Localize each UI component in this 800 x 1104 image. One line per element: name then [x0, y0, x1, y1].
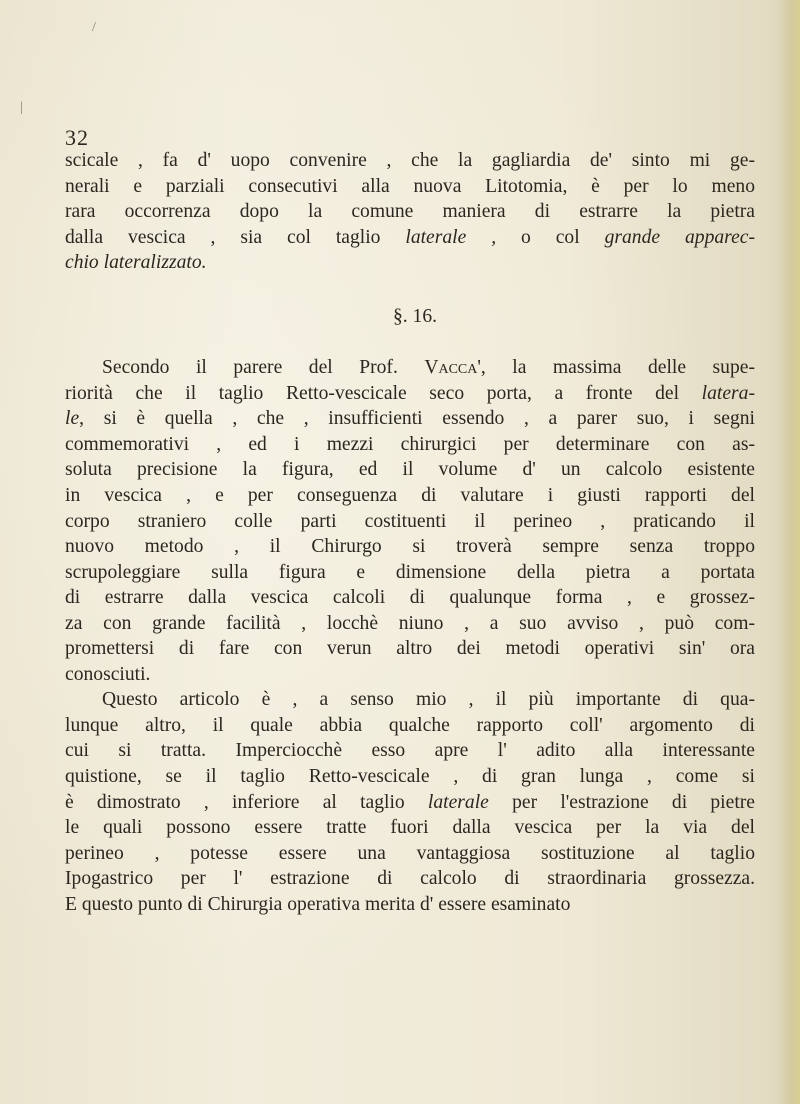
italic-text: grande apparec- — [604, 226, 755, 248]
text-line — [65, 509, 755, 535]
body-text — [65, 148, 755, 917]
text-run: soluta precisione la figura, ed il volume d' un calcolo esistente — [65, 459, 755, 481]
text-run: le quali possono essere tratte fuori dalla vescica per la via del — [65, 817, 755, 839]
text-line — [65, 225, 755, 251]
text-line — [65, 174, 755, 200]
page-number: 32 — [65, 125, 89, 150]
text-line — [65, 534, 755, 560]
pencil-mark-icon: / — [92, 20, 96, 35]
text-line — [65, 483, 755, 509]
text-run: , la massima delle supe- — [480, 357, 755, 379]
page-edge-shadow — [778, 0, 800, 1104]
text-run: Questo articolo è , a senso mio , il più importante di qua- — [102, 689, 755, 711]
text-run: Ipogastrico per l' estrazione di calcolo di straordinaria grossezza. — [65, 868, 755, 890]
text-run: perineo , potesse essere una vantaggiosa sostituzione al taglio — [65, 842, 755, 864]
text-run: lunque altro, il quale abbia qualche rapporto coll' argomento di — [65, 714, 755, 736]
text-line — [65, 148, 755, 174]
text-run: , si è quella , che , insufficienti essendo , a parer suo, i segni — [79, 408, 755, 430]
text-run: è dimostrato , inferiore al taglio — [65, 791, 428, 813]
text-line — [65, 611, 755, 637]
text-line — [65, 381, 755, 407]
text-run: nerali e parziali consecutivi alla nuova Litotomia, è per lo meno — [65, 175, 755, 197]
text-run: di estrarre dalla vescica calcoli di qualunque forma , e grossez- — [65, 587, 755, 609]
text-run: rara occorrenza dopo la comune maniera di estrarre la pietra — [65, 201, 755, 223]
text-line — [65, 815, 755, 841]
paragraph-1 — [65, 148, 755, 276]
text-line — [65, 432, 755, 458]
text-line — [65, 866, 755, 892]
italic-text: chio lateralizzato. — [65, 252, 207, 274]
text-run: corpo straniero colle parti costituenti il perineo , praticando il — [65, 510, 755, 532]
text-line — [65, 713, 755, 739]
text-run: o col — [496, 226, 605, 248]
text-line — [65, 406, 755, 432]
text-line — [65, 560, 755, 586]
text-line — [65, 199, 755, 225]
text-run: conosciuti. — [65, 663, 151, 685]
text-line — [65, 250, 755, 276]
text-run: scicale , fa d' uopo convenire , che la gagliardia de' sinto mi ge- — [65, 150, 755, 171]
text-run: quistione, se il taglio Retto-vescicale , di gran lunga , come si — [65, 766, 755, 788]
paragraph-3 — [65, 687, 755, 917]
italic-text: laterale , — [405, 226, 497, 248]
text-run: Secondo il parere del Prof. — [102, 357, 425, 379]
text-line — [65, 841, 755, 867]
text-line — [65, 662, 755, 688]
text-run: commemorativi , ed i mezzi chirurgici per determinare con as- — [65, 433, 755, 455]
text-line — [65, 585, 755, 611]
text-run: riorità che il taglio Retto-vescicale seco porta, a fronte del — [65, 382, 702, 404]
text-line — [65, 892, 755, 918]
text-run: per l'estrazione di pietre — [488, 791, 755, 813]
text-run: dalla vescica , sia col taglio — [65, 226, 406, 248]
small-caps-name: Vacca' — [424, 357, 481, 379]
text-run: in vescica , e per conseguenza di valutare i giusti rapporti del — [65, 485, 755, 507]
margin-mark-icon: | — [20, 100, 23, 115]
text-run: za con grande facilità , locchè niuno , a suo avviso , può com- — [65, 612, 755, 634]
text-line — [65, 457, 755, 483]
text-line — [65, 355, 755, 381]
paragraph-2 — [65, 355, 755, 687]
italic-text: latera- — [701, 382, 755, 404]
section-heading: §. 16. — [392, 305, 438, 327]
text-line — [65, 738, 755, 764]
text-run: nuovo metodo , il Chirurgo si troverà sempre senza troppo — [65, 536, 755, 558]
text-run: cui si tratta. Imperciocchè esso apre l' adito alla interessante — [65, 740, 755, 762]
text-run: scrupoleggiare sulla figura e dimensione della pietra a portata — [65, 561, 755, 583]
text-line — [65, 764, 755, 790]
text-line — [65, 687, 755, 713]
italic-text: laterale — [427, 791, 489, 813]
text-line — [65, 636, 755, 662]
italic-text: le — [65, 408, 80, 430]
text-run: E questo punto di Chirurgia operativa merita d' essere esaminato — [65, 893, 571, 915]
text-line — [65, 790, 755, 816]
text-run: promettersi di fare con verun altro dei metodi operativi sin' ora — [65, 638, 755, 660]
